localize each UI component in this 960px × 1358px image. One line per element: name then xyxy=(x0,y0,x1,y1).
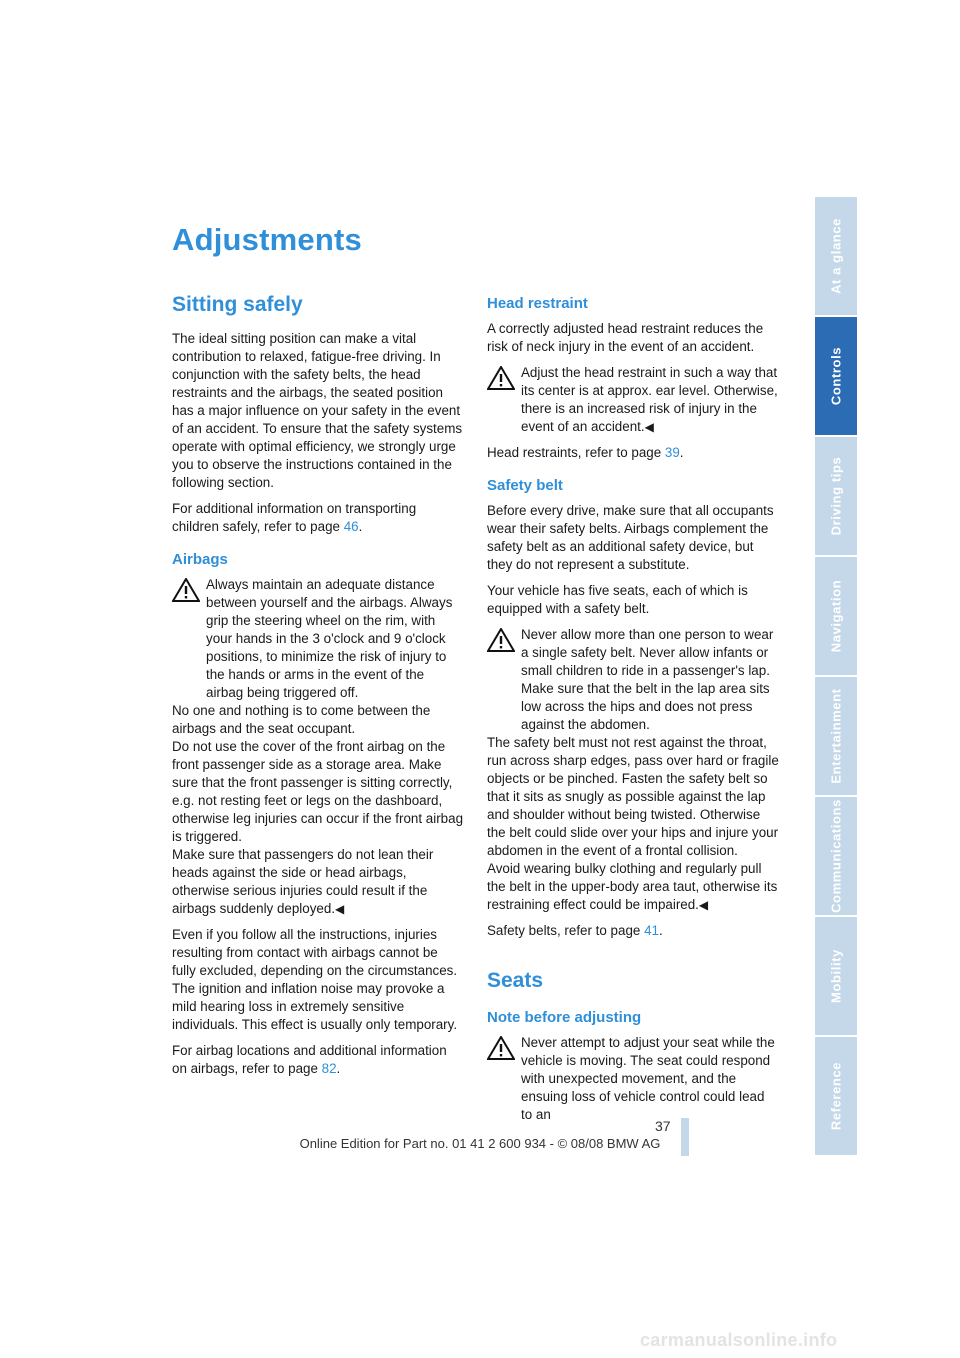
airbag-warning-line-2: No one and nothing is to come between the airbags and the seat occupant. xyxy=(172,703,431,736)
safety-belt-warning-line-3 xyxy=(487,860,779,914)
tab-label: Navigation xyxy=(828,579,844,653)
section-heading-seats: Seats xyxy=(487,969,544,992)
head-restraint-warning-body: Adjust the head restraint in such a way that its center is at approx. ear level. Otherwise, there is an increased risk of injury in the event of an accident. xyxy=(521,365,778,434)
airbag-warning-lead: Always maintain an adequate distance between yourself and the airbags. Always grip the steering wheel on the rim, with your hands in the 3 o'clock and 9 o'clock positions, to minimize the risk of injury to the hands or arms in the event of the airbag being triggered off. xyxy=(206,577,453,700)
tab-label: Controls xyxy=(828,346,844,406)
subheading-head-restraint: Head restraint xyxy=(487,295,588,312)
head-restraint-warning-block xyxy=(487,364,779,436)
page-link-41[interactable]: 41 xyxy=(644,923,659,938)
tab-controls[interactable] xyxy=(815,317,857,435)
safety-belt-paragraph-1: Before every drive, make sure that all occupants wear their safety belts. Airbags complement the safety belt as an additional safety device, but they do not represent a substitute. xyxy=(487,503,774,572)
warning-triangle-icon xyxy=(487,626,521,734)
tab-communications[interactable] xyxy=(815,797,857,915)
safety-belt-reference-text: Safety belts, refer to page xyxy=(487,923,645,938)
airbag-warning-block xyxy=(172,576,464,918)
safety-belt-reference-end: . xyxy=(658,923,663,938)
airbag-injury-paragraph: Even if you follow all the instructions, injuries resulting from contact with airbags cannot be fully excluded, depending on the circumstances. The ignition and inflation noise may provoke a mild hearing loss in extremely sensitive individuals. This effect is usually only temporary. xyxy=(172,927,458,1032)
subheading-airbags: Airbags xyxy=(172,551,228,568)
tab-entertainment[interactable] xyxy=(815,677,857,795)
tab-mobility[interactable] xyxy=(815,917,857,1035)
airbag-warning-line-4-text: Make sure that passengers do not lean their heads against the side or head airbags, otherwise serious injuries could result if the airbags suddenly deployed. xyxy=(172,847,434,916)
safety-belt-warning-block xyxy=(487,626,779,914)
tab-navigation[interactable] xyxy=(815,557,857,675)
page-title: Adjustments xyxy=(172,222,362,257)
tab-label: Communications xyxy=(828,799,844,913)
end-mark: ◀ xyxy=(335,902,345,916)
airbag-reference-text: For airbag locations and additional information on airbags, refer to page xyxy=(172,1043,447,1076)
airbag-reference-end: . xyxy=(336,1061,341,1076)
head-restraint-warning-text xyxy=(521,364,779,436)
page-link-39[interactable]: 39 xyxy=(664,445,680,460)
page-number: 37 xyxy=(655,1118,671,1134)
warning-triangle-icon xyxy=(487,364,521,436)
safety-belt-warning-lead: Never allow more than one person to wear a single safety belt. Never allow infants or small children to ride in a passenger's lap. Make sure that the belt in the lap area sits low across the hips and does not press against the abdomen. xyxy=(521,627,774,732)
end-mark: ◀ xyxy=(644,420,654,434)
tab-at-a-glance[interactable] xyxy=(815,197,857,315)
head-restraint-reference-end: . xyxy=(679,445,684,460)
chapter-tab-sidebar xyxy=(815,197,857,1157)
left-column xyxy=(172,292,464,1086)
footer-edition-note: Online Edition for Part no. 01 41 2 600 934 - © 08/08 BMW AG xyxy=(299,1136,661,1151)
right-column xyxy=(487,292,779,1132)
tab-label: Driving tips xyxy=(828,456,844,536)
sitting-intro-paragraph: The ideal sitting position can make a vital contribution to relaxed, fatigue-free driving. In conjunction with the safety belts, the head restraints and the airbags, the seated position has a major influence on your safety in the event of an accident. To ensure that the safety systems operate with optimal efficiency, we strongly urge you to observe the instructions contained in the following section. xyxy=(172,331,463,490)
head-restraint-paragraph: A correctly adjusted head restraint reduces the risk of neck injury in the event of an accident. xyxy=(487,321,764,354)
tab-label: Reference xyxy=(828,1061,844,1131)
seats-warning-lead: Never attempt to adjust your seat while the vehicle is moving. The seat could respond with unexpected movement, and the ensuing loss of vehicle control could lead to an xyxy=(521,1035,775,1122)
section-heading-sitting-safely: Sitting safely xyxy=(172,293,303,316)
page-link-46[interactable]: 46 xyxy=(343,519,359,534)
children-reference-paragraph xyxy=(172,500,464,536)
children-reference-text: For additional information on transporting children safely, refer to page xyxy=(172,501,417,534)
warning-triangle-icon xyxy=(172,576,206,702)
warning-triangle-icon xyxy=(487,1034,521,1124)
subheading-safety-belt: Safety belt xyxy=(487,477,563,494)
children-reference-end: . xyxy=(358,519,363,534)
safety-belt-warning-line-2: The safety belt must not rest against the throat, run across sharp edges, pass over hard or fragile objects or be pinched. Fasten the safety belt so that it sits as snugly as possible against the lap and shoulder without being twisted. Otherwise the belt could slide over your hips and injure your abdomen in the event of a frontal collision. xyxy=(487,735,779,858)
tab-label: Entertainment xyxy=(828,688,844,784)
safety-belt-paragraph-2: Your vehicle has five seats, each of which is equipped with a safety belt. xyxy=(487,583,748,616)
end-mark: ◀ xyxy=(698,898,709,912)
head-restraint-reference-text: Head restraints, refer to page xyxy=(487,445,665,460)
subheading-note-before-adjusting: Note before adjusting xyxy=(487,1009,642,1026)
tab-label: At a glance xyxy=(828,218,844,294)
airbag-reference-paragraph xyxy=(172,1042,464,1078)
tab-driving-tips[interactable] xyxy=(815,437,857,555)
page-link-82[interactable]: 82 xyxy=(321,1061,337,1076)
head-restraint-reference xyxy=(487,444,779,462)
watermark: carmanualsonline.info xyxy=(640,1330,838,1350)
tab-label: Mobility xyxy=(828,949,844,1003)
seats-warning-block xyxy=(487,1034,779,1124)
airbag-warning-line-4 xyxy=(172,846,464,918)
safety-belt-warning-line-3-text: Avoid wearing bulky clothing and regularly pull the belt in the upper-body area taut, otherwise its restraining effect could be impaired. xyxy=(487,861,778,912)
airbag-warning-line-3: Do not use the cover of the front airbag on the front passenger side as a storage area. Make sure that the front passenger is sitting correctly, e.g. not resting feet or legs on the dashboard, otherwise leg injuries can occur if the front airbag is triggered. xyxy=(172,739,464,844)
safety-belt-reference xyxy=(487,922,779,940)
